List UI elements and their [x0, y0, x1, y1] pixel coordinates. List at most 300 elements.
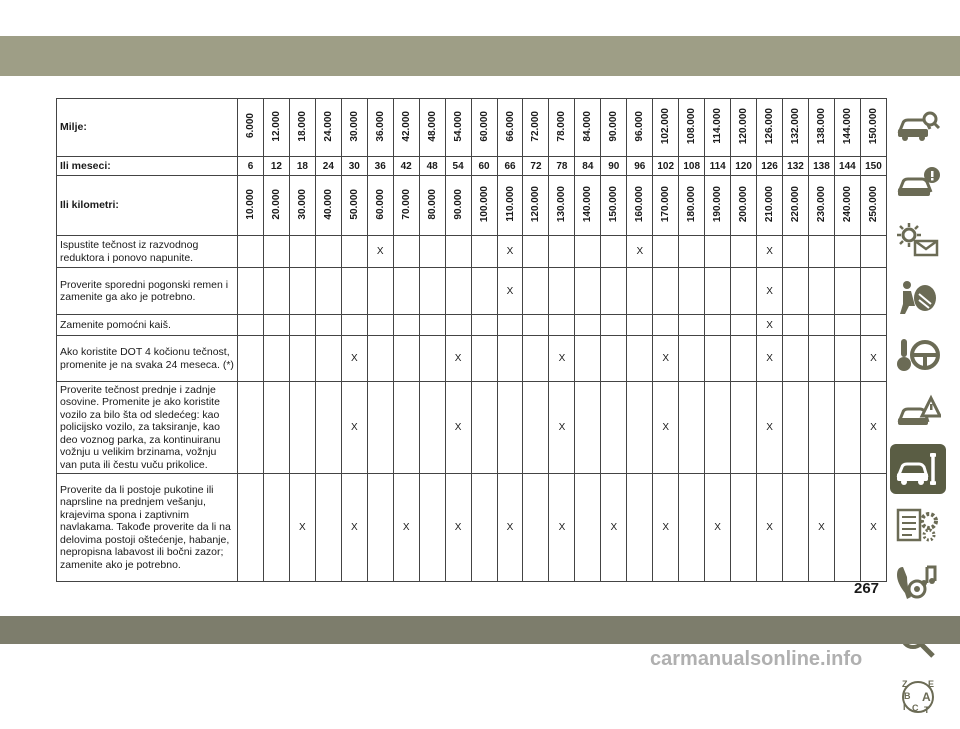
miles-value: 66.000: [504, 110, 516, 142]
miles-value: 60.000: [478, 110, 490, 142]
schedule-cell: [523, 474, 549, 582]
schedule-cell: [834, 315, 860, 336]
schedule-cell: [419, 474, 445, 582]
schedule-cell: [601, 336, 627, 382]
km-header-cell: [679, 176, 705, 236]
schedule-cell: [471, 336, 497, 382]
km-header-cell: [653, 176, 679, 236]
schedule-cell: X: [860, 474, 886, 582]
schedule-cell: [471, 382, 497, 474]
service-row: [57, 336, 887, 382]
service-row: [57, 315, 887, 336]
schedule-cell: [627, 336, 653, 382]
months-value: 78: [549, 157, 575, 176]
schedule-cell: [367, 315, 393, 336]
schedule-cell: X: [757, 382, 783, 474]
km-header-cell: [238, 176, 264, 236]
miles-header-cell: [575, 99, 601, 157]
schedule-cell: [471, 474, 497, 582]
schedule-cell: [497, 336, 523, 382]
schedule-cell: X: [757, 315, 783, 336]
schedule-cell: [808, 382, 834, 474]
sidebar-item-index[interactable]: [890, 672, 946, 722]
multimedia-icon: [895, 563, 941, 603]
schedule-cell: [341, 236, 367, 268]
miles-value: 96.000: [634, 110, 646, 142]
months-value: 54: [445, 157, 471, 176]
km-value: 90.000: [452, 188, 464, 220]
schedule-cell: [731, 382, 757, 474]
schedule-cell: [705, 336, 731, 382]
schedule-cell: [471, 236, 497, 268]
km-header-cell: [419, 176, 445, 236]
schedule-cell: [783, 382, 809, 474]
miles-value: 30.000: [348, 110, 360, 142]
starting-driving-steering-icon: [895, 335, 941, 375]
schedule-cell: [860, 315, 886, 336]
miles-header-cell: [341, 99, 367, 157]
schedule-cell: [627, 315, 653, 336]
months-value: 126: [757, 157, 783, 176]
schedule-cell: [523, 315, 549, 336]
months-value: 114: [705, 157, 731, 176]
schedule-cell: [419, 268, 445, 315]
miles-header-cell: [834, 99, 860, 157]
sidebar-item-tech-specs[interactable]: [890, 501, 946, 551]
miles-header-cell: [549, 99, 575, 157]
schedule-cell: [549, 268, 575, 315]
schedule-cell: [679, 315, 705, 336]
months-value: 102: [653, 157, 679, 176]
months-value: 138: [808, 157, 834, 176]
schedule-cell: [679, 474, 705, 582]
schedule-cell: [860, 236, 886, 268]
km-value: 50.000: [348, 188, 360, 220]
months-value: 30: [341, 157, 367, 176]
km-header-cell: [627, 176, 653, 236]
miles-header-cell: [419, 99, 445, 157]
schedule-cell: [238, 315, 264, 336]
schedule-cell: [445, 236, 471, 268]
schedule-cell: X: [497, 268, 523, 315]
km-value: 230.000: [815, 185, 827, 223]
schedule-cell: [445, 268, 471, 315]
sidebar-item-safety[interactable]: [890, 273, 946, 323]
km-value: 220.000: [789, 185, 801, 223]
km-value: 190.000: [712, 185, 724, 223]
schedule-cell: [679, 382, 705, 474]
schedule-cell: [315, 268, 341, 315]
row-label: Milje:: [57, 99, 238, 157]
index-letter-z: Z: [902, 679, 908, 689]
months-value: 90: [601, 157, 627, 176]
miles-header-cell: [627, 99, 653, 157]
schedule-cell: [653, 315, 679, 336]
months-value: 66: [497, 157, 523, 176]
schedule-cell: [341, 268, 367, 315]
schedule-cell: [497, 315, 523, 336]
miles-header-cell: [315, 99, 341, 157]
miles-value: 90.000: [608, 110, 620, 142]
schedule-cell: [471, 315, 497, 336]
km-value: 150.000: [608, 185, 620, 223]
row-label: Proverite sporedni pogonski remen i zamenite ga ako je potrebno.: [57, 268, 238, 315]
schedule-cell: [783, 474, 809, 582]
miles-value: 78.000: [556, 110, 568, 142]
miles-header-cell: [783, 99, 809, 157]
miles-value: 132.000: [789, 107, 801, 145]
miles-header-row: [57, 99, 887, 157]
technical-specifications-icon: [895, 506, 941, 546]
schedule-cell: [393, 236, 419, 268]
schedule-cell: [549, 236, 575, 268]
safety-airbag-icon: [895, 278, 941, 318]
sidebar-item-warning-lights[interactable]: [890, 216, 946, 266]
km-value: 120.000: [530, 185, 542, 223]
schedule-cell: X: [757, 474, 783, 582]
schedule-cell: [834, 474, 860, 582]
miles-value: 84.000: [582, 110, 594, 142]
schedule-cell: [575, 236, 601, 268]
sidebar-item-servicing[interactable]: [890, 444, 946, 494]
km-value: 140.000: [582, 185, 594, 223]
schedule-cell: [238, 268, 264, 315]
schedule-cell: [679, 236, 705, 268]
footer-band: [0, 616, 960, 644]
schedule-cell: [419, 315, 445, 336]
schedule-cell: [238, 236, 264, 268]
km-value: 60.000: [374, 188, 386, 220]
schedule-cell: [238, 336, 264, 382]
schedule-cell: [834, 268, 860, 315]
schedule-cell: [627, 474, 653, 582]
watermark: carmanualsonline.info: [650, 648, 863, 670]
sidebar-item-multimedia[interactable]: [890, 558, 946, 608]
km-header-cell: [341, 176, 367, 236]
schedule-cell: X: [393, 474, 419, 582]
miles-header-cell: [393, 99, 419, 157]
miles-header-cell: [445, 99, 471, 157]
miles-header-cell: [601, 99, 627, 157]
schedule-cell: X: [549, 474, 575, 582]
schedule-cell: X: [549, 382, 575, 474]
row-label: Proverite da li postoje pukotine ili naprsline na prednjem vešanju, krajevima spona i zaptivnim navlakama. Takođe proverite da li na delovima postoji oštećenje, habanje, nepropisna labavost ili bočni zazor; zamenite ako je potrebno.: [57, 474, 238, 582]
schedule-cell: [834, 336, 860, 382]
schedule-cell: [601, 382, 627, 474]
schedule-cell: X: [627, 236, 653, 268]
schedule-cell: [679, 336, 705, 382]
miles-value: 36.000: [374, 110, 386, 142]
miles-header-cell: [263, 99, 289, 157]
car-service-wrench-icon: [895, 449, 941, 489]
index-letter-b: B: [904, 691, 911, 701]
schedule-cell: [263, 336, 289, 382]
km-header-row: [57, 176, 887, 236]
miles-value: 12.000: [270, 110, 282, 142]
schedule-cell: [705, 236, 731, 268]
miles-value: 72.000: [530, 110, 542, 142]
schedule-cell: [367, 268, 393, 315]
months-value: 60: [471, 157, 497, 176]
schedule-cell: [549, 315, 575, 336]
km-header-cell: [497, 176, 523, 236]
schedule-cell: X: [445, 474, 471, 582]
schedule-cell: [731, 336, 757, 382]
schedule-cell: [808, 336, 834, 382]
row-label: Ili meseci:: [57, 157, 238, 176]
km-header-cell: [263, 176, 289, 236]
miles-header-cell: [757, 99, 783, 157]
index-letter-t: T: [924, 705, 930, 715]
schedule-cell: [523, 382, 549, 474]
miles-value: 24.000: [322, 110, 334, 142]
km-header-cell: [834, 176, 860, 236]
sidebar-item-starting-operating[interactable]: [890, 330, 946, 380]
index-letter-a: A: [922, 690, 931, 704]
schedule-cell: [289, 336, 315, 382]
car-search-icon: [895, 107, 941, 147]
schedule-cell: [315, 474, 341, 582]
schedule-cell: [315, 315, 341, 336]
schedule-cell: [808, 268, 834, 315]
schedule-cell: X: [497, 236, 523, 268]
km-value: 200.000: [738, 185, 750, 223]
months-value: 120: [731, 157, 757, 176]
schedule-cell: [419, 236, 445, 268]
schedule-cell: X: [860, 382, 886, 474]
miles-header-cell: [523, 99, 549, 157]
km-header-cell: [471, 176, 497, 236]
miles-value: 114.000: [712, 108, 724, 144]
km-header-cell: [860, 176, 886, 236]
schedule-cell: [575, 382, 601, 474]
km-value: 20.000: [270, 188, 282, 220]
miles-header-cell: [367, 99, 393, 157]
miles-value: 42.000: [400, 110, 412, 142]
schedule-cell: [393, 336, 419, 382]
km-header-cell: [575, 176, 601, 236]
service-row: [57, 474, 887, 582]
km-header-cell: [808, 176, 834, 236]
schedule-cell: [315, 236, 341, 268]
km-header-cell: [705, 176, 731, 236]
schedule-cell: [263, 236, 289, 268]
km-value: 100.000: [478, 185, 490, 223]
miles-header-cell: [238, 99, 264, 157]
km-header-cell: [757, 176, 783, 236]
months-value: 72: [523, 157, 549, 176]
km-header-cell: [731, 176, 757, 236]
schedule-cell: [341, 315, 367, 336]
row-label: Ispustite tečnost iz razvodnog reduktora i ponovo napunite.: [57, 236, 238, 268]
page-number: 267: [854, 580, 880, 597]
row-label: Ili kilometri:: [57, 176, 238, 236]
schedule-cell: X: [601, 474, 627, 582]
km-header-cell: [549, 176, 575, 236]
schedule-cell: [315, 336, 341, 382]
schedule-cell: X: [653, 336, 679, 382]
miles-header-cell: [808, 99, 834, 157]
index-letter-e: E: [928, 679, 935, 689]
km-header-cell: [783, 176, 809, 236]
schedule-cell: [367, 336, 393, 382]
maintenance-schedule-table: [56, 98, 887, 582]
schedule-cell: [783, 315, 809, 336]
months-value: 84: [575, 157, 601, 176]
km-header-cell: [289, 176, 315, 236]
schedule-cell: [263, 268, 289, 315]
km-value: 160.000: [634, 185, 646, 223]
schedule-cell: X: [808, 474, 834, 582]
schedule-cell: [575, 268, 601, 315]
schedule-cell: X: [497, 474, 523, 582]
schedule-cell: X: [341, 382, 367, 474]
months-value: 12: [263, 157, 289, 176]
miles-value: 18.000: [296, 110, 308, 142]
km-value: 170.000: [660, 185, 672, 223]
months-value: 18: [289, 157, 315, 176]
schedule-cell: [705, 315, 731, 336]
months-value: 108: [679, 157, 705, 176]
months-value: 150: [860, 157, 886, 176]
schedule-cell: [705, 382, 731, 474]
km-header-cell: [523, 176, 549, 236]
row-label: Zamenite pomoćni kaiš.: [57, 315, 238, 336]
service-row: [57, 382, 887, 474]
warning-lights-message-icon: [895, 221, 941, 261]
schedule-cell: [834, 236, 860, 268]
schedule-cell: [289, 236, 315, 268]
km-value: 40.000: [322, 188, 334, 220]
schedule-cell: [575, 336, 601, 382]
schedule-cell: [601, 315, 627, 336]
miles-value: 144.000: [841, 107, 853, 145]
schedule-cell: [783, 236, 809, 268]
schedule-cell: [263, 315, 289, 336]
car-info-icon: [895, 164, 941, 204]
km-value: 250.000: [867, 185, 879, 223]
schedule-cell: [393, 315, 419, 336]
schedule-cell: [731, 268, 757, 315]
months-value: 144: [834, 157, 860, 176]
schedule-cell: [601, 268, 627, 315]
miles-value: 108.000: [686, 107, 698, 145]
km-value: 210.000: [764, 185, 776, 223]
schedule-cell: X: [757, 236, 783, 268]
km-value: 80.000: [426, 188, 438, 220]
schedule-cell: [263, 474, 289, 582]
schedule-cell: [393, 382, 419, 474]
schedule-cell: [445, 315, 471, 336]
schedule-cell: [783, 268, 809, 315]
schedule-cell: [471, 268, 497, 315]
schedule-cell: [627, 268, 653, 315]
km-value: 110.000: [504, 186, 516, 222]
sidebar-item-instrument[interactable]: [890, 159, 946, 209]
km-value: 130.000: [556, 185, 568, 223]
schedule-cell: [653, 236, 679, 268]
schedule-cell: [497, 382, 523, 474]
schedule-cell: [289, 268, 315, 315]
miles-value: 54.000: [452, 110, 464, 142]
schedule-cell: [627, 382, 653, 474]
schedule-cell: X: [705, 474, 731, 582]
schedule-cell: [523, 336, 549, 382]
miles-header-cell: [679, 99, 705, 157]
schedule-cell: [367, 474, 393, 582]
schedule-cell: X: [757, 336, 783, 382]
schedule-cell: X: [860, 336, 886, 382]
months-header-row: [57, 157, 887, 176]
schedule-cell: [263, 382, 289, 474]
schedule-cell: [523, 236, 549, 268]
schedule-cell: [860, 268, 886, 315]
schedule-cell: [808, 236, 834, 268]
schedule-cell: [315, 382, 341, 474]
alphabetical-index-icon: [895, 677, 941, 717]
schedule-cell: [367, 382, 393, 474]
months-value: 42: [393, 157, 419, 176]
miles-value: 126.000: [764, 107, 776, 145]
schedule-cell: [731, 315, 757, 336]
schedule-cell: [705, 268, 731, 315]
schedule-cell: [679, 268, 705, 315]
km-header-cell: [367, 176, 393, 236]
months-value: 132: [783, 157, 809, 176]
schedule-cell: X: [653, 382, 679, 474]
miles-value: 6.000: [244, 113, 256, 139]
schedule-cell: X: [549, 336, 575, 382]
schedule-cell: [575, 474, 601, 582]
schedule-cell: [238, 382, 264, 474]
schedule-cell: [601, 236, 627, 268]
schedule-cell: [393, 268, 419, 315]
schedule-cell: X: [289, 474, 315, 582]
miles-header-cell: [705, 99, 731, 157]
schedule-cell: X: [341, 336, 367, 382]
km-value: 10.000: [244, 188, 256, 220]
schedule-cell: [289, 315, 315, 336]
schedule-cell: [523, 268, 549, 315]
km-header-cell: [315, 176, 341, 236]
schedule-cell: [808, 315, 834, 336]
schedule-cell: [238, 474, 264, 582]
row-label: Proverite tečnost prednje i zadnje osovine. Promenite je ako koristite vozilo za bilo šta od sledećeg: kao policijsko vozilo, za taksiranje, kao deo voznog parka, za kontinuiranu vožnju u velikim brzinama, vožnju van puta ili čestu vuču prikolice.: [57, 382, 238, 474]
miles-header-cell: [860, 99, 886, 157]
miles-header-cell: [471, 99, 497, 157]
km-value: 240.000: [841, 185, 853, 223]
service-row: [57, 268, 887, 315]
row-label: Ako koristite DOT 4 kočionu tečnost, promenite je na svaka 24 meseca. (*): [57, 336, 238, 382]
miles-value: 138.000: [815, 107, 827, 145]
months-value: 24: [315, 157, 341, 176]
service-row: [57, 236, 887, 268]
schedule-cell: X: [757, 268, 783, 315]
km-value: 30.000: [296, 188, 308, 220]
months-value: 6: [238, 157, 264, 176]
miles-value: 120.000: [738, 107, 750, 145]
schedule-cell: X: [653, 474, 679, 582]
sidebar-item-getting-to-know[interactable]: [890, 102, 946, 152]
schedule-cell: [289, 382, 315, 474]
index-letter-i: I: [903, 702, 906, 712]
schedule-cell: [419, 382, 445, 474]
schedule-cell: X: [367, 236, 393, 268]
schedule-cell: [834, 382, 860, 474]
schedule-cell: X: [341, 474, 367, 582]
sidebar-item-emergency[interactable]: [890, 387, 946, 437]
schedule-cell: [731, 474, 757, 582]
